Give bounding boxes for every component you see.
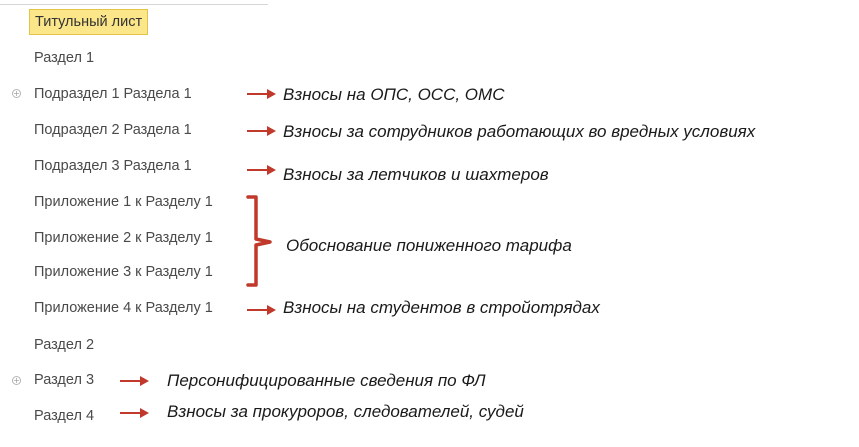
tree-item-title-page[interactable]: Титульный лист [29, 9, 148, 35]
note-personal-data: Персонифицированные сведения по ФЛ [167, 371, 486, 390]
right-arrow-icon [247, 125, 277, 137]
note-pilots-miners: Взносы за летчиков и шахтеров [283, 165, 549, 184]
right-arrow-icon [120, 407, 150, 419]
right-arrow-icon [247, 88, 277, 100]
right-arrow-icon [247, 164, 277, 176]
tree-item-appendix-2[interactable]: Приложение 2 к Разделу 1 [34, 230, 213, 246]
expand-icon[interactable]: + [13, 376, 20, 385]
right-arrow-icon [247, 304, 277, 316]
note-harmful-conditions: Взносы за сотрудников работающих во вредных условиях [283, 122, 756, 141]
expand-icon[interactable]: + [13, 89, 20, 98]
tree-item-section-3[interactable]: Раздел 3 [34, 372, 95, 388]
right-curly-bracket [246, 195, 278, 289]
right-arrow-icon [120, 375, 150, 387]
note-pension-medical: Взносы на ОПС, ОСС, ОМС [283, 85, 505, 104]
tree-item-section-1[interactable]: Раздел 1 [34, 50, 95, 66]
tree-item-section-2[interactable]: Раздел 2 [34, 337, 95, 353]
note-reduced-tariff: Обоснование пониженного тарифа [286, 236, 572, 255]
tree-item-section-4[interactable]: Раздел 4 [34, 408, 95, 424]
note-prosecutors: Взносы за прокуроров, следователей, судей [167, 402, 524, 421]
tree-item-appendix-3[interactable]: Приложение 3 к Разделу 1 [34, 264, 213, 280]
note-students: Взносы на студентов в стройотрядах [283, 298, 600, 317]
tree-item-subsection-2[interactable]: Подраздел 2 Раздела 1 [34, 122, 192, 138]
tree-item-appendix-4[interactable]: Приложение 4 к Разделу 1 [34, 300, 213, 316]
tree-item-subsection-3[interactable]: Подраздел 3 Раздела 1 [34, 158, 192, 174]
tree-item-subsection-1[interactable]: Подраздел 1 Раздела 1 [34, 86, 192, 102]
tree-item-appendix-1[interactable]: Приложение 1 к Разделу 1 [34, 194, 213, 210]
top-divider [0, 4, 268, 5]
